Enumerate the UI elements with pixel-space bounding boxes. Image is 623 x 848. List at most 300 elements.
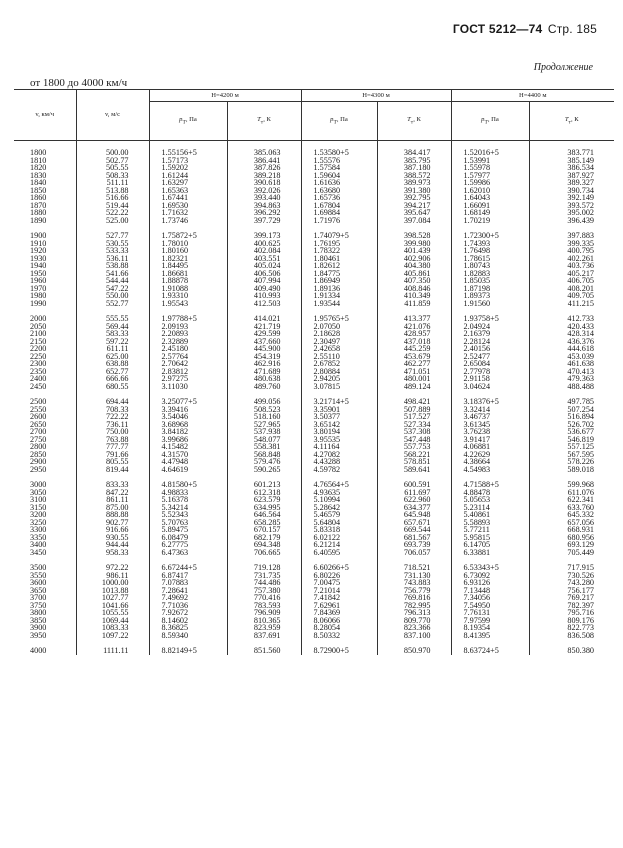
cell-temperature-4400: 657.056 — [529, 519, 614, 527]
cell-pressure-4400: 3.46737 — [451, 413, 529, 421]
cell-pressure-4400: 2.40156 — [451, 345, 529, 353]
cell-temperature-4400: 408.201 — [529, 285, 614, 293]
cell-temperature-4300: 392.795 — [377, 194, 451, 202]
cell-temperature-4300: 743.883 — [377, 579, 451, 587]
cell-speed-kmh: 3250 — [30, 517, 47, 527]
cell-pressure-4200: 6.08479 — [149, 534, 227, 542]
cell-speed-kmh: 3100 — [30, 495, 47, 505]
cell-temperature-4400: 479.363 — [529, 375, 614, 383]
cell-temperature-4300: 405.861 — [377, 270, 451, 278]
standard-number: ГОСТ 5212—74 — [452, 22, 543, 36]
cell-pressure-4400: 8.19354 — [451, 624, 529, 632]
cell-speed-ms: 544.44 — [76, 277, 149, 285]
cell-speed-kmh: 1890 — [30, 215, 47, 225]
cell-temperature-4300: 462.277 — [377, 360, 451, 368]
cell-temperature-4200: 623.579 — [227, 496, 301, 504]
cell-speed-kmh: 2950 — [30, 464, 47, 474]
cell-pressure-4400: 1.53991 — [451, 157, 529, 165]
cell-pressure-4300: 3.95535 — [301, 436, 377, 444]
cell-pressure-4400: 6.33881 — [451, 549, 529, 557]
cell-speed-ms: 508.33 — [76, 172, 149, 180]
cell-pressure-4200: 1.73746 — [149, 217, 227, 225]
cell-pressure-4300: 6.80226 — [301, 572, 377, 580]
cell-pressure-4200: 1.67441 — [149, 194, 227, 202]
table-row — [14, 647, 614, 655]
cell-pressure-4300: 6.60266+5 — [301, 564, 377, 572]
cell-pressure-4400: 1.59986 — [451, 179, 529, 187]
cell-pressure-4200: 1.59202 — [149, 164, 227, 172]
cell-speed-ms: 569.44 — [76, 323, 149, 331]
cell-temperature-4400: 743.280 — [529, 579, 614, 587]
cell-temperature-4300: 402.906 — [377, 255, 451, 263]
cell-pressure-4400: 4.22629 — [451, 451, 529, 459]
table-row — [14, 300, 614, 308]
cell-pressure-4400: 5.77211 — [451, 526, 529, 534]
cell-speed-kmh: 3400 — [30, 540, 47, 550]
cell-pressure-4300: 2.42658 — [301, 345, 377, 353]
cell-temperature-4400: 396.439 — [529, 217, 614, 225]
cell-pressure-4200: 3.11030 — [149, 383, 227, 391]
cell-speed-ms: 583.33 — [76, 330, 149, 338]
cell-speed-kmh: 3800 — [30, 608, 47, 618]
cell-pressure-4200: 1.95543 — [149, 300, 227, 308]
cell-speed-kmh: 1870 — [30, 200, 47, 210]
cell-pressure-4400: 7.97599 — [451, 617, 529, 625]
cell-temperature-4400: 411.215 — [529, 300, 614, 308]
cell-temperature-4200: 499.056 — [227, 398, 301, 406]
cell-pressure-4400: 1.76498 — [451, 247, 529, 255]
cell-pressure-4200: 3.39416 — [149, 406, 227, 414]
cell-temperature-4200: 414.021 — [227, 315, 301, 323]
cell-speed-kmh: 1850 — [30, 185, 47, 195]
cell-pressure-4200: 5.52343 — [149, 511, 227, 519]
cell-speed-kmh: 1960 — [30, 276, 47, 286]
cell-speed-kmh: 1830 — [30, 170, 47, 180]
cell-temperature-4200: 390.618 — [227, 179, 301, 187]
cell-pressure-4200: 1.91088 — [149, 285, 227, 293]
cell-temperature-4400: 567.595 — [529, 451, 614, 459]
table-body — [14, 141, 614, 655]
cell-temperature-4400: 756.177 — [529, 587, 614, 595]
cell-speed-kmh: 2550 — [30, 404, 47, 414]
cell-temperature-4300: 669.544 — [377, 526, 451, 534]
cell-temperature-4400: 436.376 — [529, 338, 614, 346]
cell-pressure-4300: 1.55576 — [301, 157, 377, 165]
cell-temperature-4400: 428.314 — [529, 330, 614, 338]
cell-temperature-4200: 405.024 — [227, 262, 301, 270]
cell-speed-ms: 750.00 — [76, 428, 149, 436]
cell-temperature-4200: 409.490 — [227, 285, 301, 293]
cell-pressure-4300: 5.83318 — [301, 526, 377, 534]
cell-pressure-4200: 3.99686 — [149, 436, 227, 444]
cell-pressure-4200: 1.80160 — [149, 247, 227, 255]
cell-pressure-4300: 8.06066 — [301, 617, 377, 625]
cell-speed-ms: 1097.22 — [76, 632, 149, 640]
cell-pressure-4200: 2.70642 — [149, 360, 227, 368]
cell-temperature-4200: 527.965 — [227, 421, 301, 429]
cell-speed-kmh: 1990 — [30, 298, 47, 308]
cell-pressure-4300: 1.67804 — [301, 202, 377, 210]
cell-pressure-4400: 3.32414 — [451, 406, 529, 414]
cell-speed-kmh: 1940 — [30, 261, 47, 271]
atmosphere-table — [14, 89, 614, 655]
cell-speed-ms: 694.44 — [76, 398, 149, 406]
cell-speed-ms: 541.66 — [76, 270, 149, 278]
cell-speed-ms: 819.44 — [76, 466, 149, 474]
cell-pressure-4200: 2.83812 — [149, 368, 227, 376]
cell-pressure-4400: 5.95815 — [451, 534, 529, 542]
cell-speed-kmh: 3300 — [30, 525, 47, 535]
cell-speed-ms: 944.44 — [76, 541, 149, 549]
cell-temperature-4400: 453.039 — [529, 353, 614, 361]
cell-temperature-4300: 489.124 — [377, 383, 451, 391]
cell-pressure-4200: 2.20893 — [149, 330, 227, 338]
cell-temperature-4400: 822.773 — [529, 624, 614, 632]
cell-pressure-4200: 4.64619 — [149, 466, 227, 474]
cell-temperature-4300: 498.421 — [377, 398, 451, 406]
header-speed-ms: v, м/с — [76, 90, 149, 141]
cell-speed-ms: 550.00 — [76, 292, 149, 300]
cell-speed-kmh: 1930 — [30, 253, 47, 263]
cell-temperature-4400: 705.449 — [529, 549, 614, 557]
cell-temperature-4300: 517.527 — [377, 413, 451, 421]
header-pressure: $p_T$, Па — [451, 102, 529, 141]
cell-speed-kmh: 1860 — [30, 193, 47, 203]
cell-temperature-4200: 462.916 — [227, 360, 301, 368]
cell-temperature-4300: 809.770 — [377, 617, 451, 625]
cell-temperature-4300: 453.679 — [377, 353, 451, 361]
cell-temperature-4200: 437.660 — [227, 338, 301, 346]
cell-speed-ms: 777.77 — [76, 443, 149, 451]
cell-temperature-4200: 682.179 — [227, 534, 301, 542]
cell-temperature-4300: 782.995 — [377, 602, 451, 610]
cell-speed-ms: 547.22 — [76, 285, 149, 293]
cell-temperature-4300: 557.753 — [377, 443, 451, 451]
cell-speed-ms: 736.11 — [76, 421, 149, 429]
cell-temperature-4300: 411.859 — [377, 300, 451, 308]
cell-pressure-4300: 1.65736 — [301, 194, 377, 202]
cell-pressure-4300: 8.72900+5 — [301, 647, 377, 655]
cell-pressure-4400: 1.57977 — [451, 172, 529, 180]
cell-speed-kmh: 1800 — [30, 148, 47, 157]
cell-temperature-4200: 518.160 — [227, 413, 301, 421]
cell-temperature-4300: 407.350 — [377, 277, 451, 285]
cell-temperature-4300: 507.889 — [377, 406, 451, 414]
cell-speed-ms: 1055.55 — [76, 609, 149, 617]
cell-pressure-4200: 5.70763 — [149, 519, 227, 527]
range-label: от 1800 до 4000 км/ч — [30, 77, 128, 89]
cell-temperature-4400: 387.927 — [529, 172, 614, 180]
cell-pressure-4400: 4.88478 — [451, 489, 529, 497]
cell-speed-kmh: 1900 — [30, 231, 47, 241]
cell-pressure-4300: 1.86949 — [301, 277, 377, 285]
cell-temperature-4300: 823.366 — [377, 624, 451, 632]
cell-speed-ms: 791.66 — [76, 451, 149, 459]
cell-speed-kmh: 3700 — [30, 593, 47, 603]
cell-speed-kmh: 2800 — [30, 442, 47, 452]
cell-pressure-4200: 3.54046 — [149, 413, 227, 421]
cell-pressure-4200: 6.27775 — [149, 541, 227, 549]
cell-speed-ms: 1000.00 — [76, 579, 149, 587]
cell-speed-kmh: 3150 — [30, 502, 47, 512]
cell-temperature-4300: 622.960 — [377, 496, 451, 504]
cell-speed-ms: 833.33 — [76, 481, 149, 489]
cell-temperature-4400: 395.002 — [529, 209, 614, 217]
cell-temperature-4200: 796.909 — [227, 609, 301, 617]
cell-temperature-4300: 568.221 — [377, 451, 451, 459]
cell-pressure-4400: 7.76131 — [451, 609, 529, 617]
cell-temperature-4300: 837.100 — [377, 632, 451, 640]
header-temperature: $T_т$, К — [529, 102, 614, 141]
cell-speed-ms: 1013.88 — [76, 587, 149, 595]
cell-pressure-4200: 1.55156+5 — [149, 149, 227, 157]
cell-pressure-4300: 4.76564+5 — [301, 481, 377, 489]
cell-pressure-4300: 3.80194 — [301, 428, 377, 436]
cell-temperature-4300: 537.308 — [377, 428, 451, 436]
cell-pressure-4300: 1.76195 — [301, 240, 377, 248]
cell-pressure-4200: 1.97788+5 — [149, 315, 227, 323]
cell-temperature-4200: 558.381 — [227, 443, 301, 451]
cell-temperature-4200: 823.959 — [227, 624, 301, 632]
cell-temperature-4400: 717.915 — [529, 564, 614, 572]
cell-pressure-4200: 8.36825 — [149, 624, 227, 632]
cell-pressure-4400: 1.82883 — [451, 270, 529, 278]
cell-speed-ms: 638.88 — [76, 360, 149, 368]
cell-pressure-4300: 1.80461 — [301, 255, 377, 263]
cell-temperature-4200: 402.084 — [227, 247, 301, 255]
cell-pressure-4400: 3.18376+5 — [451, 398, 529, 406]
cell-temperature-4200: 399.173 — [227, 232, 301, 240]
cell-temperature-4300: 399.980 — [377, 240, 451, 248]
cell-speed-ms: 902.77 — [76, 519, 149, 527]
cell-temperature-4300: 388.572 — [377, 172, 451, 180]
cell-temperature-4400: 622.341 — [529, 496, 614, 504]
cell-temperature-4400: 516.894 — [529, 413, 614, 421]
cell-pressure-4200: 3.68968 — [149, 421, 227, 429]
cell-pressure-4200: 5.34214 — [149, 504, 227, 512]
cell-pressure-4400: 3.76238 — [451, 428, 529, 436]
cell-speed-kmh: 3550 — [30, 570, 47, 580]
cell-temperature-4300: 850.970 — [377, 647, 451, 655]
cell-temperature-4200: 410.993 — [227, 292, 301, 300]
cell-pressure-4200: 2.57764 — [149, 353, 227, 361]
cell-speed-kmh: 1840 — [30, 178, 47, 188]
cell-temperature-4200: 386.441 — [227, 157, 301, 165]
cell-temperature-4200: 783.593 — [227, 602, 301, 610]
cell-speed-ms: 986.11 — [76, 572, 149, 580]
cell-speed-kmh: 1880 — [30, 208, 47, 218]
cell-pressure-4300: 4.27082 — [301, 451, 377, 459]
cell-speed-ms: 1041.66 — [76, 602, 149, 610]
header-temperature: $T_т$, К — [377, 102, 451, 141]
cell-pressure-4200: 6.87417 — [149, 572, 227, 580]
cell-speed-kmh: 1910 — [30, 238, 47, 248]
cell-temperature-4200: 392.026 — [227, 187, 301, 195]
cell-speed-ms: 552.77 — [76, 300, 149, 308]
continuation-label: Продолжение — [533, 62, 593, 73]
cell-pressure-4400: 1.52016+5 — [451, 149, 529, 157]
cell-speed-kmh: 3000 — [30, 480, 47, 490]
cell-temperature-4400: 405.217 — [529, 270, 614, 278]
cell-pressure-4200: 4.98833 — [149, 489, 227, 497]
cell-temperature-4200: 387.826 — [227, 164, 301, 172]
cell-temperature-4300: 385.795 — [377, 157, 451, 165]
cell-temperature-4300: 480.001 — [377, 375, 451, 383]
cell-temperature-4300: 769.816 — [377, 594, 451, 602]
cell-pressure-4400: 3.91417 — [451, 436, 529, 444]
cell-pressure-4200: 2.45180 — [149, 345, 227, 353]
cell-pressure-4400: 2.65084 — [451, 360, 529, 368]
cell-temperature-4300: 394.217 — [377, 202, 451, 210]
header-pressure: $p_T$, Па — [301, 102, 377, 141]
cell-temperature-4400: 409.705 — [529, 292, 614, 300]
cell-temperature-4300: 413.377 — [377, 315, 451, 323]
cell-speed-kmh: 3650 — [30, 585, 47, 595]
cell-pressure-4400: 1.78615 — [451, 255, 529, 263]
cell-pressure-4200: 7.71036 — [149, 602, 227, 610]
cell-temperature-4200: 400.625 — [227, 240, 301, 248]
cell-speed-kmh: 2300 — [30, 359, 47, 369]
cell-temperature-4300: 611.697 — [377, 489, 451, 497]
cell-pressure-4300: 8.28054 — [301, 624, 377, 632]
cell-pressure-4200: 1.93310 — [149, 292, 227, 300]
cell-pressure-4400: 4.71588+5 — [451, 481, 529, 489]
cell-temperature-4200: 396.292 — [227, 209, 301, 217]
cell-temperature-4200: 568.848 — [227, 451, 301, 459]
cell-temperature-4400: 693.129 — [529, 541, 614, 549]
cell-pressure-4400: 6.93126 — [451, 579, 529, 587]
cell-speed-ms: 536.11 — [76, 255, 149, 263]
cell-temperature-4200: 731.735 — [227, 572, 301, 580]
page-header — [453, 22, 597, 36]
cell-pressure-4300: 8.50332 — [301, 632, 377, 640]
cell-pressure-4400: 2.04924 — [451, 323, 529, 331]
cell-temperature-4300: 410.349 — [377, 292, 451, 300]
cell-pressure-4400: 1.87198 — [451, 285, 529, 293]
cell-pressure-4200: 1.61244 — [149, 172, 227, 180]
cell-temperature-4300: 645.948 — [377, 511, 451, 519]
cell-temperature-4200: 719.128 — [227, 564, 301, 572]
cell-pressure-4400: 2.16379 — [451, 330, 529, 338]
cell-pressure-4300: 1.63680 — [301, 187, 377, 195]
cell-pressure-4200: 4.31570 — [149, 451, 227, 459]
cell-temperature-4300: 527.334 — [377, 421, 451, 429]
cell-temperature-4200: 454.319 — [227, 353, 301, 361]
cell-speed-ms: 916.66 — [76, 526, 149, 534]
cell-speed-ms: 611.11 — [76, 345, 149, 353]
cell-pressure-4400: 7.13448 — [451, 587, 529, 595]
cell-temperature-4400: 389.327 — [529, 179, 614, 187]
cell-pressure-4300: 1.74079+5 — [301, 232, 377, 240]
cell-pressure-4300: 1.53580+5 — [301, 149, 377, 157]
cell-speed-ms: 519.44 — [76, 202, 149, 210]
cell-speed-ms: 722.22 — [76, 413, 149, 421]
cell-speed-ms: 522.22 — [76, 209, 149, 217]
cell-pressure-4200: 7.92672 — [149, 609, 227, 617]
cell-temperature-4400: 420.433 — [529, 323, 614, 331]
cell-pressure-4300: 5.46579 — [301, 511, 377, 519]
cell-pressure-4200: 3.25077+5 — [149, 398, 227, 406]
cell-pressure-4200: 8.59340 — [149, 632, 227, 640]
cell-pressure-4400: 5.58893 — [451, 519, 529, 527]
cell-pressure-4400: 5.23114 — [451, 504, 529, 512]
cell-speed-kmh: 2150 — [30, 336, 47, 346]
cell-pressure-4200: 1.78010 — [149, 240, 227, 248]
cell-pressure-4200: 2.32889 — [149, 338, 227, 346]
cell-temperature-4300: 398.528 — [377, 232, 451, 240]
cell-temperature-4300: 408.846 — [377, 285, 451, 293]
cell-speed-ms: 930.55 — [76, 534, 149, 542]
cell-pressure-4400: 6.73092 — [451, 572, 529, 580]
cell-pressure-4300: 6.02122 — [301, 534, 377, 542]
cell-temperature-4300: 387.180 — [377, 164, 451, 172]
cell-pressure-4200: 7.07883 — [149, 579, 227, 587]
cell-temperature-4200: 694.348 — [227, 541, 301, 549]
cell-speed-ms: 888.88 — [76, 511, 149, 519]
cell-temperature-4400: 402.261 — [529, 255, 614, 263]
cell-temperature-4200: 471.689 — [227, 368, 301, 376]
cell-pressure-4300: 4.43288 — [301, 458, 377, 466]
cell-speed-ms: 1083.33 — [76, 624, 149, 632]
cell-temperature-4400: 809.176 — [529, 617, 614, 625]
cell-speed-kmh: 2900 — [30, 457, 47, 467]
cell-temperature-4200: 480.638 — [227, 375, 301, 383]
cell-temperature-4200: 670.157 — [227, 526, 301, 534]
cell-temperature-4400: 470.413 — [529, 368, 614, 376]
cell-pressure-4400: 7.34056 — [451, 594, 529, 602]
cell-temperature-4300: 796.313 — [377, 609, 451, 617]
cell-pressure-4400: 5.40861 — [451, 511, 529, 519]
cell-pressure-4300: 1.84775 — [301, 270, 377, 278]
cell-pressure-4300: 7.41842 — [301, 594, 377, 602]
cell-speed-kmh: 3050 — [30, 487, 47, 497]
cell-temperature-4200: 412.503 — [227, 300, 301, 308]
cell-pressure-4400: 1.66091 — [451, 202, 529, 210]
cell-temperature-4400: 526.702 — [529, 421, 614, 429]
cell-temperature-4400: 385.149 — [529, 157, 614, 165]
cell-pressure-4400: 1.64043 — [451, 194, 529, 202]
cell-pressure-4400: 2.28124 — [451, 338, 529, 346]
cell-speed-ms: 500.00 — [76, 149, 149, 157]
cell-speed-ms: 533.33 — [76, 247, 149, 255]
cell-temperature-4200: 744.486 — [227, 579, 301, 587]
cell-temperature-4200: 406.506 — [227, 270, 301, 278]
cell-pressure-4400: 5.05653 — [451, 496, 529, 504]
cell-temperature-4300: 600.591 — [377, 481, 451, 489]
cell-pressure-4300: 7.21014 — [301, 587, 377, 595]
cell-temperature-4300: 445.259 — [377, 345, 451, 353]
cell-speed-kmh: 2100 — [30, 329, 47, 339]
cell-speed-kmh: 2200 — [30, 344, 47, 354]
cell-temperature-4400: 412.733 — [529, 315, 614, 323]
cell-temperature-4200: 757.380 — [227, 587, 301, 595]
cell-temperature-4200: 590.265 — [227, 466, 301, 474]
cell-pressure-4400: 8.63724+5 — [451, 647, 529, 655]
cell-speed-kmh: 1970 — [30, 283, 47, 293]
cell-temperature-4200: 837.691 — [227, 632, 301, 640]
cell-pressure-4300: 5.10994 — [301, 496, 377, 504]
cell-pressure-4300: 3.35901 — [301, 406, 377, 414]
cell-speed-kmh: 3350 — [30, 532, 47, 542]
cell-pressure-4400: 1.91560 — [451, 300, 529, 308]
cell-temperature-4200: 385.063 — [227, 149, 301, 157]
cell-pressure-4200: 1.57173 — [149, 157, 227, 165]
header-temperature: $T_т$, К — [227, 102, 301, 141]
cell-temperature-4400: 383.771 — [529, 149, 614, 157]
table-row — [14, 632, 614, 640]
cell-temperature-4400: 782.397 — [529, 602, 614, 610]
cell-pressure-4300: 1.78322 — [301, 247, 377, 255]
